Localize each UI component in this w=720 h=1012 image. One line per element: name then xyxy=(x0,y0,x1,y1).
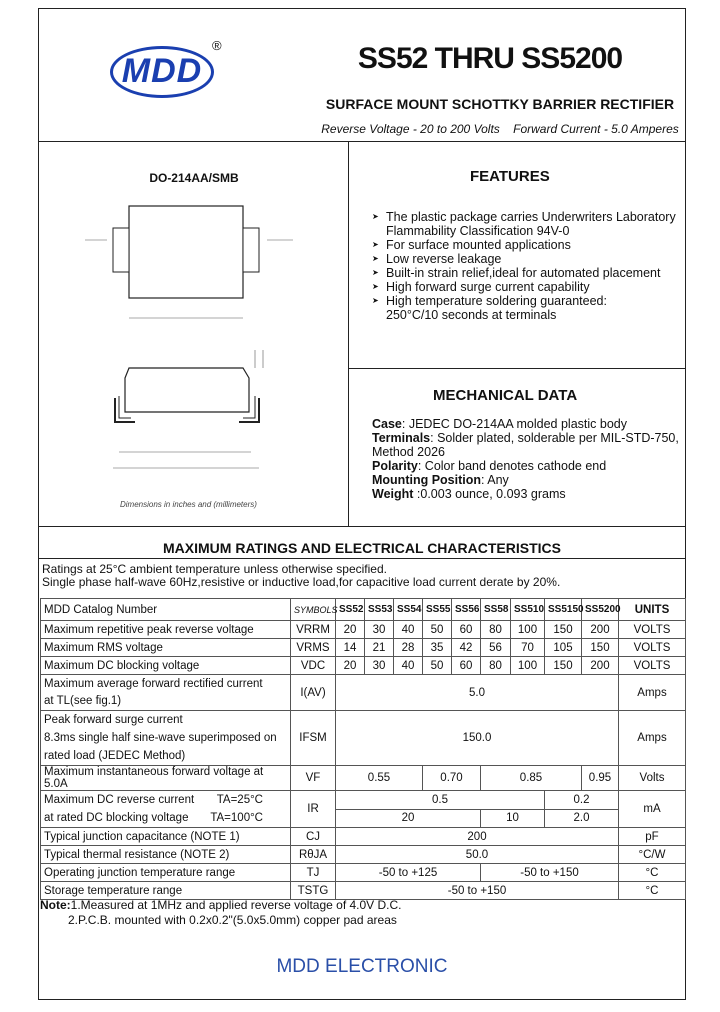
mounting-text: : Any xyxy=(481,473,509,487)
cell: 200 xyxy=(582,621,619,639)
cell: 28 xyxy=(394,639,423,657)
header-divider xyxy=(38,141,686,142)
terminals-text-2: Method 2026 xyxy=(372,445,445,459)
part-number: SS52 xyxy=(336,599,365,621)
table-row xyxy=(41,766,686,791)
row-unit: Volts xyxy=(619,766,686,791)
cell: 60 xyxy=(452,657,481,675)
package-name: DO-214AA/SMB xyxy=(149,171,239,185)
features-divider xyxy=(348,368,686,369)
ratings-intro-2: Single phase half-wave 60Hz,resistive or inductive load,for capacitive load current derate by 20%. xyxy=(42,575,561,589)
row-label xyxy=(41,711,291,766)
ratings-table xyxy=(40,598,686,900)
table-row xyxy=(41,828,686,846)
table-row xyxy=(41,791,686,810)
weight-label: Weight xyxy=(372,487,414,501)
row-symbol: I(AV) xyxy=(291,675,336,711)
voltage-text: Reverse Voltage - 20 to 200 Volts xyxy=(321,122,500,136)
mechanical-data xyxy=(372,417,684,501)
cell: 20 xyxy=(336,621,365,639)
cell: -50 to +125 xyxy=(336,864,481,882)
ir-label-1: Maximum DC reverse current xyxy=(44,794,195,806)
row-symbol: TJ xyxy=(291,864,336,882)
features-list xyxy=(372,210,682,322)
table-row xyxy=(41,657,686,675)
cell: 0.85 xyxy=(481,766,582,791)
part-number: SS510 xyxy=(511,599,545,621)
list-item: ➤ Low reverse leakage xyxy=(372,252,682,266)
row-label: Operating junction temperature range xyxy=(41,864,291,882)
row-unit: pF xyxy=(619,828,686,846)
row-symbol: VDC xyxy=(291,657,336,675)
table-row xyxy=(41,846,686,864)
cell: 150 xyxy=(545,657,582,675)
row-label xyxy=(41,791,291,828)
list-item: Flammability Classification 94V-0 xyxy=(386,224,570,238)
row-unit: °C xyxy=(619,864,686,882)
row-label: Typical thermal resistance (NOTE 2) xyxy=(41,846,291,864)
cell: 105 xyxy=(545,639,582,657)
case-text: : JEDEC DO-214AA molded plastic body xyxy=(401,417,627,431)
dimensions-note: Dimensions in inches and (millimeters) xyxy=(120,500,257,509)
cell: 200 xyxy=(582,657,619,675)
polarity-text: : Color band denotes cathode end xyxy=(417,459,607,473)
catalog-label: MDD Catalog Number xyxy=(41,599,291,621)
ir-label-2: at rated DC blocking voltage xyxy=(44,812,189,824)
units-header: UNITS xyxy=(619,599,686,621)
row-symbol: VRMS xyxy=(291,639,336,657)
list-item: ➤ The plastic package carries Underwriters Laboratory xyxy=(372,210,682,224)
cell: 20 xyxy=(336,809,481,828)
cell: 0.70 xyxy=(423,766,481,791)
row-unit: °C xyxy=(619,882,686,900)
row-label xyxy=(41,675,291,711)
table-row xyxy=(41,675,686,711)
row-unit: VOLTS xyxy=(619,639,686,657)
cell: 50 xyxy=(423,621,452,639)
cell: 80 xyxy=(481,621,511,639)
cell: 14 xyxy=(336,639,365,657)
row-label: Maximum DC blocking voltage xyxy=(41,657,291,675)
part-number: SS55 xyxy=(423,599,452,621)
notes xyxy=(40,898,402,928)
mounting-label: Mounting Position xyxy=(372,473,482,487)
ratings-intro xyxy=(42,563,682,589)
part-number: SS56 xyxy=(452,599,481,621)
cell: 80 xyxy=(481,657,511,675)
polarity-label: Polarity xyxy=(372,459,418,473)
symbols-header: SYMBOLS xyxy=(291,599,336,621)
features-heading: FEATURES xyxy=(470,168,550,185)
cell: 5.0 xyxy=(336,675,619,711)
cell: 30 xyxy=(365,657,394,675)
cell: 70 xyxy=(511,639,545,657)
ir-cond-1: TA=25°C xyxy=(216,794,263,806)
package-drawing xyxy=(45,190,345,490)
page-subtitle: SURFACE MOUNT SCHOTTKY BARRIER RECTIFIER xyxy=(325,96,675,112)
cell: 30 xyxy=(365,621,394,639)
part-number: SS54 xyxy=(394,599,423,621)
list-item: 250°C/10 seconds at terminals xyxy=(386,308,557,322)
cell: 10 xyxy=(481,809,545,828)
weight-text: :0.003 ounce, 0.093 grams xyxy=(413,487,566,501)
row-unit: °C/W xyxy=(619,846,686,864)
cell: -50 to +150 xyxy=(481,864,619,882)
list-item: ➤ For surface mounted applications xyxy=(372,238,682,252)
cell: 21 xyxy=(365,639,394,657)
cell: 60 xyxy=(452,621,481,639)
table-row xyxy=(41,639,686,657)
row-label: Maximum RMS voltage xyxy=(41,639,291,657)
list-item: ➤ Built-in strain relief,ideal for automated placement xyxy=(372,266,682,280)
current-text: Forward Current - 5.0 Amperes xyxy=(513,122,679,136)
part-number: SS5150 xyxy=(545,599,582,621)
row-label: Maximum instantaneous forward voltage at 5.0A xyxy=(41,766,291,791)
row-label: Maximum repetitive peak reverse voltage xyxy=(41,621,291,639)
note-1: 1.Measured at 1MHz and applied reverse voltage of 4.0V D.C. xyxy=(70,898,402,912)
row-unit: Amps xyxy=(619,675,686,711)
cell: 50.0 xyxy=(336,846,619,864)
cell: 0.55 xyxy=(336,766,423,791)
table-row xyxy=(41,621,686,639)
footer-brand: MDD ELECTRONIC xyxy=(276,956,448,977)
section-divider xyxy=(38,526,686,527)
row-symbol: IR xyxy=(291,791,336,828)
ratings-divider xyxy=(38,558,686,559)
cell: 0.2 xyxy=(545,791,619,810)
cell: 0.5 xyxy=(336,791,545,810)
row-symbol: IFSM xyxy=(291,711,336,766)
case-label: Case xyxy=(372,417,402,431)
row-label: Storage temperature range xyxy=(41,882,291,900)
cell: 150.0 xyxy=(336,711,619,766)
cell: 40 xyxy=(394,621,423,639)
notes-label: Note: xyxy=(40,898,71,912)
list-item: ➤ High forward surge current capability xyxy=(372,280,682,294)
cell: 20 xyxy=(336,657,365,675)
terminals-label: Terminals xyxy=(372,431,431,445)
logo: MDD xyxy=(121,52,203,90)
row-unit: mA xyxy=(619,791,686,828)
part-number: SS53 xyxy=(365,599,394,621)
list-item: ➤ High temperature soldering guaranteed: xyxy=(372,294,682,308)
table-row xyxy=(41,864,686,882)
mechanical-heading: MECHANICAL DATA xyxy=(433,387,578,404)
ratings-intro-1: Ratings at 25°C ambient temperature unless otherwise specified. xyxy=(42,562,387,576)
part-number: SS58 xyxy=(481,599,511,621)
spec-line xyxy=(300,122,700,136)
ratings-heading: MAXIMUM RATINGS AND ELECTRICAL CHARACTERISTICS xyxy=(163,540,561,556)
row-label-line: at TL(see fig.1) xyxy=(44,694,122,707)
row-symbol: TSTG xyxy=(291,882,336,900)
column-divider xyxy=(348,141,349,526)
cell: 42 xyxy=(452,639,481,657)
table-row xyxy=(41,711,686,766)
cell: 100 xyxy=(511,657,545,675)
row-symbol: VF xyxy=(291,766,336,791)
terminals-text: : Solder plated, solderable per MIL-STD-750, xyxy=(430,431,679,445)
part-number: SS5200 xyxy=(582,599,619,621)
cell: 100 xyxy=(511,621,545,639)
row-symbol: RθJA xyxy=(291,846,336,864)
row-label-line xyxy=(44,809,287,827)
cell: 150 xyxy=(582,639,619,657)
cell: 150 xyxy=(545,621,582,639)
row-symbol: CJ xyxy=(291,828,336,846)
cell: 2.0 xyxy=(545,809,619,828)
note-2: 2.P.C.B. mounted with 0.2x0.2"(5.0x5.0mm) copper pad areas xyxy=(68,913,397,927)
table-row xyxy=(41,599,686,621)
row-unit: VOLTS xyxy=(619,621,686,639)
cell: 35 xyxy=(423,639,452,657)
cell: -50 to +150 xyxy=(336,882,619,900)
cell: 56 xyxy=(481,639,511,657)
row-label-line: 8.3ms single half sine-wave superimposed on xyxy=(44,732,277,744)
row-label-line: rated load (JEDEC Method) xyxy=(44,750,186,762)
registered-mark: ® xyxy=(212,38,222,53)
row-unit: Amps xyxy=(619,711,686,766)
cell: 0.95 xyxy=(582,766,619,791)
table-row xyxy=(41,882,686,900)
page-title: SS52 THRU SS5200 xyxy=(357,42,623,75)
ir-cond-2: TA=100°C xyxy=(210,812,263,824)
cell: 40 xyxy=(394,657,423,675)
row-label-line: Maximum average forward rectified current xyxy=(44,677,263,690)
row-unit: VOLTS xyxy=(619,657,686,675)
row-symbol: VRRM xyxy=(291,621,336,639)
cell: 50 xyxy=(423,657,452,675)
row-label-line: Peak forward surge current xyxy=(44,714,183,726)
cell: 200 xyxy=(336,828,619,846)
row-label-line xyxy=(44,791,287,809)
row-label: Typical junction capacitance (NOTE 1) xyxy=(41,828,291,846)
